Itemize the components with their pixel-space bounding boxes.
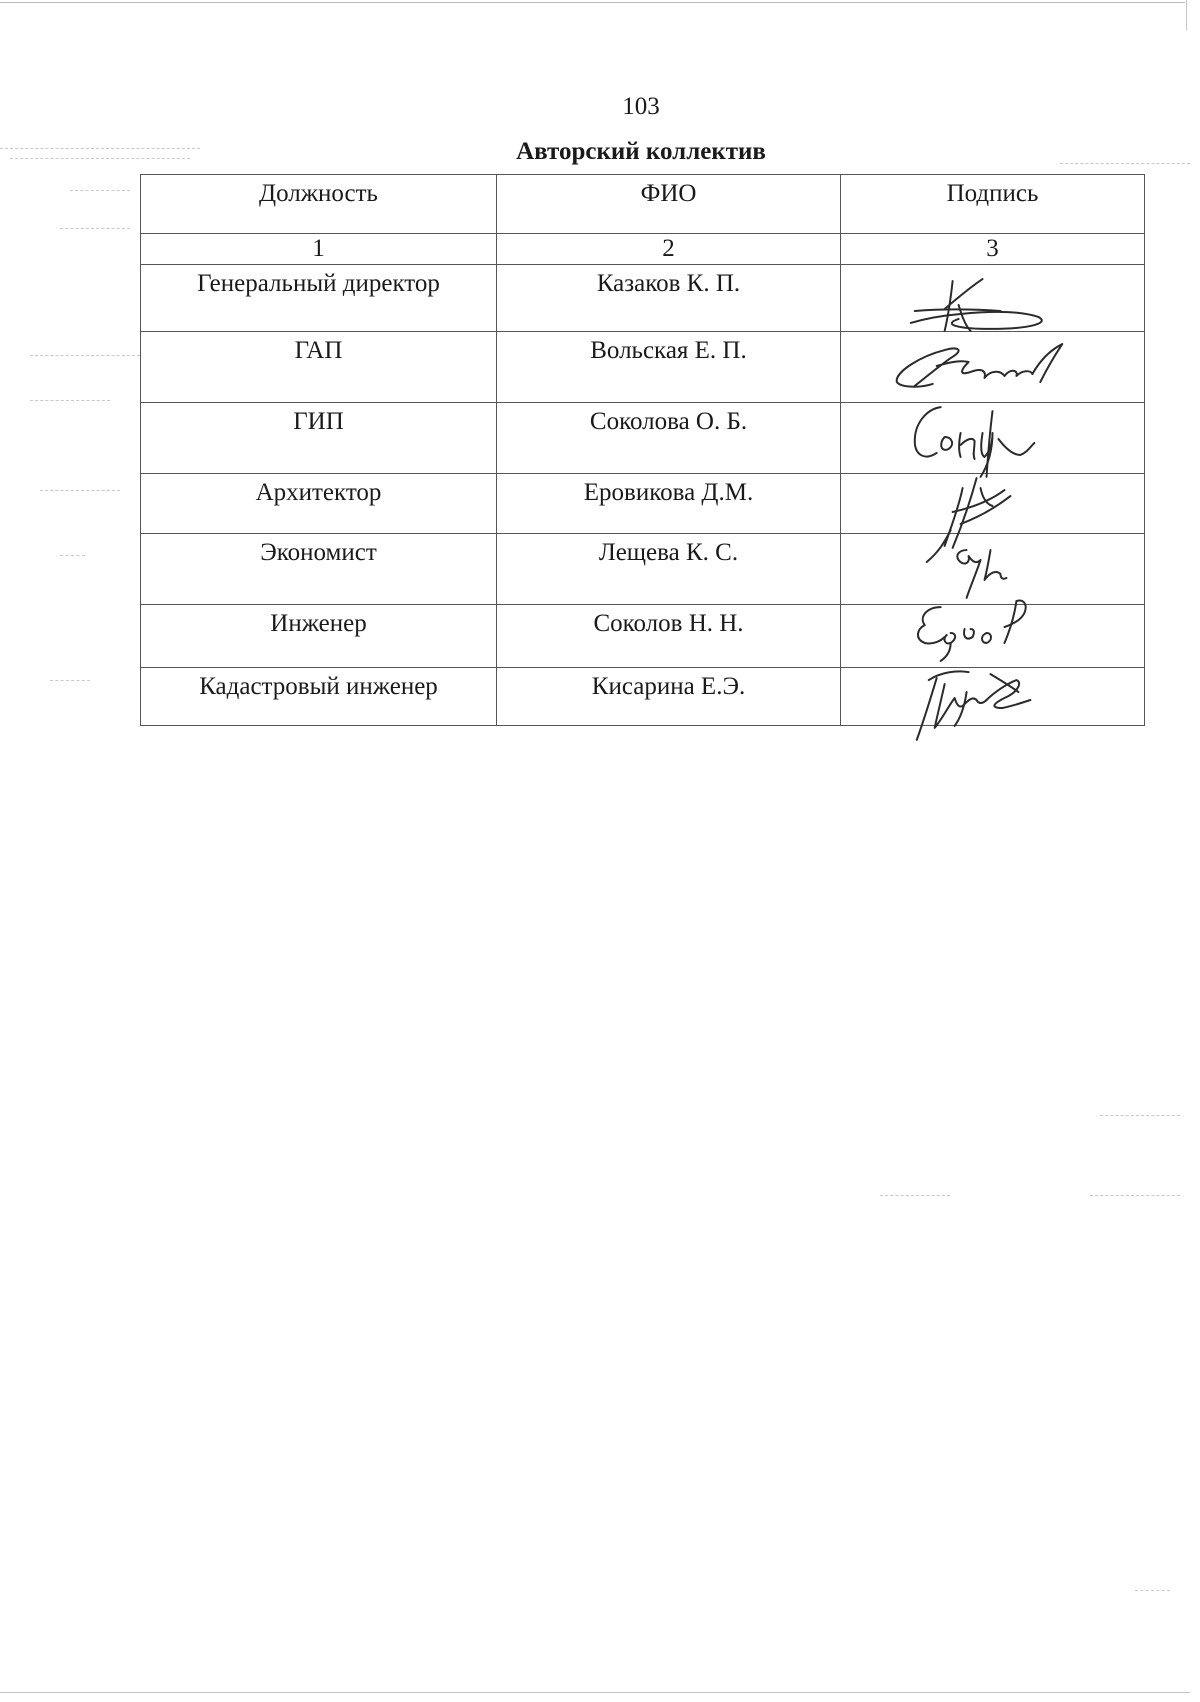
- position-cell: Генеральный директор: [141, 265, 497, 332]
- position-cell: Архитектор: [141, 474, 497, 534]
- signature-image: [841, 528, 1144, 608]
- signature-image: [841, 326, 1144, 406]
- signature-cell: [841, 332, 1145, 403]
- name-cell: Соколова О. Б.: [497, 403, 841, 474]
- signature-image: [841, 397, 1144, 477]
- table-row: [141, 534, 1145, 605]
- signature-cell: [841, 605, 1145, 668]
- table-row: [141, 332, 1145, 403]
- table-row: [141, 605, 1145, 668]
- signature-cell: [841, 265, 1145, 332]
- table-row: [141, 403, 1145, 474]
- scan-edge-top: [0, 2, 1185, 3]
- table-row: [141, 265, 1145, 332]
- signature-cell: [841, 403, 1145, 474]
- scan-edge-bottom: [0, 1692, 1190, 1693]
- signature-cell: [841, 474, 1145, 534]
- authors-table: [140, 174, 1145, 726]
- name-cell: Казаков К. П.: [497, 265, 841, 332]
- table-header-row: [141, 175, 1145, 234]
- name-cell: Лещева К. С.: [497, 534, 841, 605]
- scan-edge-right: [1186, 0, 1187, 30]
- header-position: Должность: [141, 175, 497, 234]
- signature-cell: [841, 668, 1145, 726]
- name-cell: Кисарина Е.Э.: [497, 668, 841, 726]
- name-cell: Соколов Н. Н.: [497, 605, 841, 668]
- position-cell: ГАП: [141, 332, 497, 403]
- column-number: 1: [141, 234, 497, 265]
- column-number: 2: [497, 234, 841, 265]
- name-cell: Еровикова Д.М.: [497, 474, 841, 534]
- position-cell: Инженер: [141, 605, 497, 668]
- signature-cell: [841, 534, 1145, 605]
- table-row: [141, 474, 1145, 534]
- header-name: ФИО: [497, 175, 841, 234]
- page-number: 103: [622, 93, 660, 120]
- table-row: [141, 668, 1145, 726]
- position-cell: ГИП: [141, 403, 497, 474]
- document-title: Авторский коллектив: [516, 138, 766, 165]
- header-signature: Подпись: [841, 175, 1145, 234]
- position-cell: Кадастровый инженер: [141, 668, 497, 726]
- signature-image: [841, 662, 1144, 742]
- column-number: 3: [841, 234, 1145, 265]
- name-cell: Вольская Е. П.: [497, 332, 841, 403]
- position-cell: Экономист: [141, 534, 497, 605]
